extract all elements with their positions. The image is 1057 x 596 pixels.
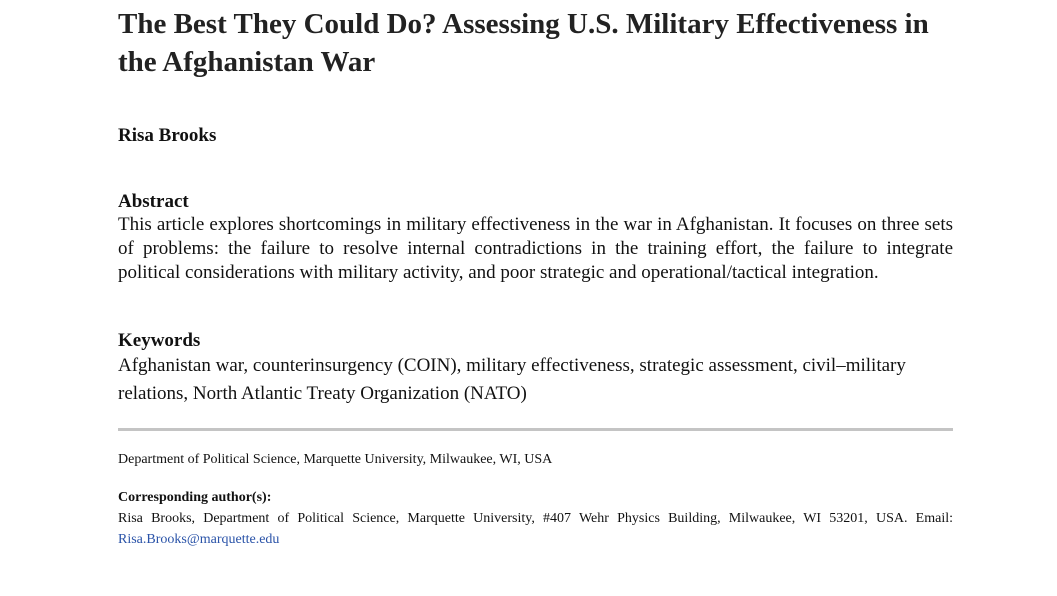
abstract-text: This article explores shortcomings in military effectiveness in the war in Afghanistan. It focuses on three sets of problems: the failure to resolve internal contradictions in the training effort, the failure to integrate political considerations with military activity, and poor strategic and operational/tactical integration.: [118, 214, 953, 283]
author-name: Risa Brooks: [118, 125, 217, 146]
corresponding-author-details: Risa Brooks, Department of Political Science, Marquette University, #407 Wehr Physics Building, Milwaukee, WI 53201, USA. Email:: [118, 511, 953, 526]
paper-page: [118, 0, 953, 550]
email-link[interactable]: Risa.Brooks@marquette.edu: [118, 532, 280, 547]
abstract-heading: Abstract: [118, 191, 189, 212]
abstract-section: [118, 191, 953, 285]
keywords-heading: Keywords: [118, 330, 201, 351]
corresponding-author-section: [118, 487, 953, 550]
keywords-section: [118, 330, 953, 408]
keywords-text: Afghanistan war, counterinsurgency (COIN), military effectiveness, strategic assessment, civil–military relations, North Atlantic Treaty Organization (NATO): [118, 355, 906, 404]
corresponding-author-text: [118, 508, 953, 550]
affiliation: Department of Political Science, Marquette University, Milwaukee, WI, USA: [118, 452, 553, 467]
paper-title: The Best They Could Do? Assessing U.S. Military Effectiveness in the Afghanistan War: [118, 8, 929, 78]
section-divider: [118, 428, 953, 431]
corresponding-author-heading: Corresponding author(s):: [118, 490, 272, 505]
